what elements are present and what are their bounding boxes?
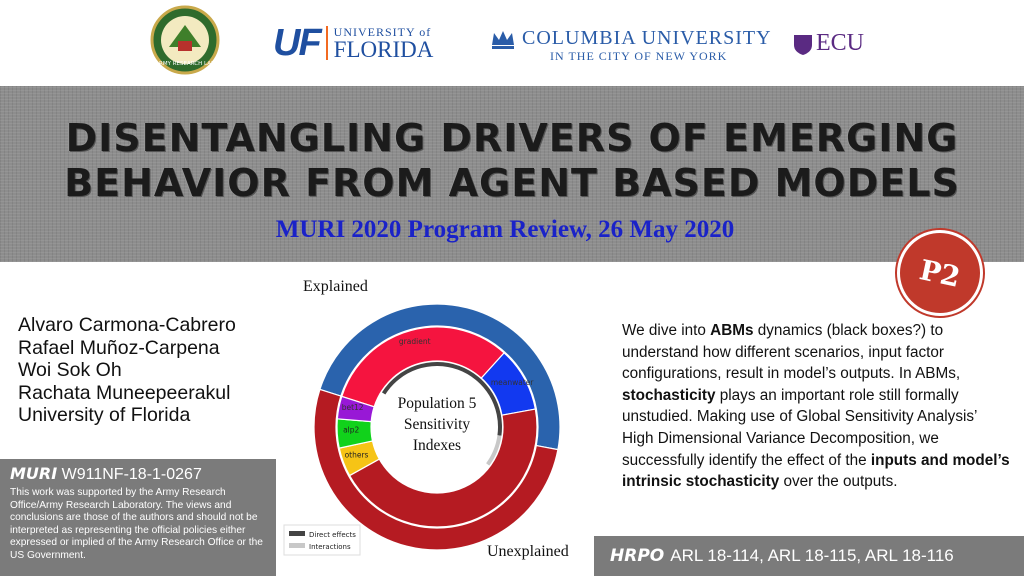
slice-label-meanwater: meanwater [490, 378, 534, 388]
arl-seal-logo [150, 5, 220, 75]
uf-logo [273, 21, 434, 64]
desc-bold: ABMs [710, 322, 754, 339]
legend-label-direct: Direct effects [309, 531, 356, 539]
columbia-line1: COLUMBIA UNIVERSITY [522, 27, 772, 49]
hrpo-box [594, 536, 1024, 576]
chart-top-label: Explained [303, 278, 368, 295]
desc-bold: inputs and model’s intrinsic stochasticity [622, 451, 1010, 491]
legend-swatch-direct [289, 531, 305, 536]
author-list [18, 314, 236, 427]
funding-box [0, 459, 276, 576]
ecu-logo [792, 30, 864, 57]
desc-part: plays an important role still formally unstudied. Making use of Global Sensitivity Analysis’ High Dimensional Variance Decomposition, we successfully identify the effect of the [622, 386, 977, 469]
title-line-1: DISENTANGLING DRIVERS OF EMERGING [65, 116, 959, 160]
legend-label-interactions: Interactions [309, 543, 351, 551]
ecu-crest-icon [792, 32, 814, 56]
columbia-logo [490, 27, 772, 64]
chart-title-line-1: Population 5 [397, 395, 477, 412]
desc-part: over the outputs. [779, 473, 898, 491]
desc-part: We dive into [622, 322, 711, 339]
slice-label-bet12: bet12 [341, 403, 364, 413]
author-name: Alvaro Carmona-Cabrero [18, 314, 236, 336]
author-name: Rachata Muneepeerakul [18, 381, 231, 404]
desc-bold: stochasticity [622, 386, 716, 404]
funding-header [10, 464, 202, 484]
hrpo-numbers: ARL 18-114, ARL 18-115, ARL 18-116 [670, 546, 954, 565]
title-line-2: BEHAVIOR FROM AGENT BASED MODELS [64, 161, 960, 205]
description-text [622, 320, 1012, 493]
poster-badge: P2 [889, 222, 991, 324]
ecu-text: ECU [816, 30, 864, 56]
grant-number: W911NF-18-1-0267 [61, 466, 202, 483]
hrpo-label: HRPO [610, 546, 665, 566]
affiliation: University of Florida [18, 404, 191, 426]
logo-row [0, 0, 1024, 86]
slice-label-gradient: gradient [398, 336, 431, 346]
uf-mark: UF [273, 21, 320, 64]
seal-text: ARMY RESEARCH LAB [155, 61, 215, 67]
chart-title-line-2: Sensitivity [403, 416, 471, 433]
chart-bottom-label: Unexplained [487, 543, 569, 560]
columbia-line2: IN THE CITY OF NEW YORK [550, 49, 728, 63]
slice-label-others: others [344, 450, 369, 460]
uf-line2: FLORIDA [333, 36, 434, 62]
disclaimer-text: This work was supported by the Army Research Office/Army Research Laboratory. The views and conclusions are those of the authors and should not be interpreted as representing the official policies either expressed or implied of the Army Research Office or the US Government. [10, 487, 263, 561]
subtitle: MURI 2020 Program Review, 26 May 2020 [275, 216, 735, 243]
muri-label: MURI [10, 464, 58, 483]
chart-legend [284, 525, 360, 555]
author-name: Woi Sok Oh [18, 359, 122, 381]
uf-line1: UNIVERSITY of [333, 24, 432, 39]
crown-icon [490, 29, 516, 49]
slice-label-alp2: alp2 [343, 425, 360, 435]
chart-title-line-3: Indexes [412, 437, 462, 454]
legend-swatch-interactions [289, 543, 305, 548]
author-name: Rafael Muñoz-Carpena [18, 336, 220, 359]
sensitivity-donut-chart [282, 282, 592, 558]
desc-part: dynamics (black boxes?) to understand how different scenarios, input factor configurations, result in model’s outputs. In ABMs, [622, 322, 961, 383]
page-title [0, 116, 1024, 206]
